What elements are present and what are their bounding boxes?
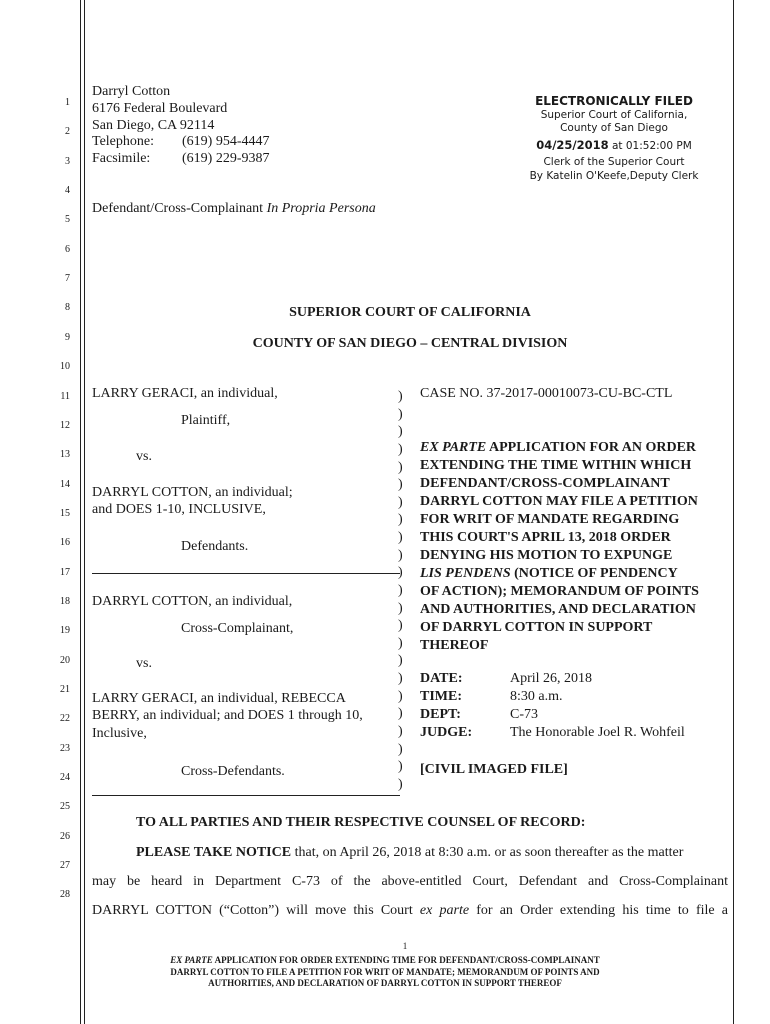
caption-parentheses: ) ) ) ) ) ) ) ) ) ) ) ) ) ) ) ) ) ) ) ) ) ) ) [398,389,403,792]
court-name: SUPERIOR COURT OF CALIFORNIA [289,305,531,320]
case-number: CASE NO. 37-2017-00010073-CU-BC-CTL [420,386,673,401]
caption-divider-2 [92,795,400,796]
line-number: 14 [60,478,70,490]
vs-1: vs. [136,449,152,464]
stamp-court: Superior Court of California, [540,109,688,121]
cross-complainant: DARRYL COTTON, an individual, [92,594,293,609]
body-line-1: PLEASE TAKE NOTICE that, on April 26, 2018 at 8:30 a.m. or as soon thereafter as the matter [136,845,684,860]
line-number: 10 [60,361,70,373]
line-number: 25 [60,801,70,813]
attorney-fax: Facsimile: (619) 229-9387 [92,151,270,167]
cross-defendants-role: Cross-Defendants. [181,764,285,779]
court-division: COUNTY OF SAN DIEGO – CENTRAL DIVISION [252,336,568,351]
caption-divider-1 [92,573,400,574]
line-number: 24 [60,772,70,784]
attorney-address-2: San Diego, CA 92114 [92,117,215,133]
stamp-clerk: Clerk of the Superior Court [543,156,685,169]
body-line-2: may be heard in Department C-73 of the above-entitled Court, Defendant and Cross-Complainant [92,874,728,889]
hearing-judge-label: JUDGE: [420,725,473,740]
hearing-date: April 26, 2018 [510,671,593,686]
line-number: 1 [65,97,70,108]
attorney-phone: Telephone: (619) 954-4447 [92,134,270,150]
line-number: 9 [65,331,70,343]
line-number: 13 [60,449,70,461]
left-margin-rule-inner [84,0,85,1024]
stamp-title: ELECTRONICALLY FILED [535,94,693,108]
line-number: 23 [60,742,70,754]
line-number: 12 [60,419,70,431]
left-margin-rule-outer [80,0,81,1024]
hearing-dept: C-73 [510,707,538,722]
footer-caption: EX PARTE APPLICATION FOR ORDER EXTENDING TIME FOR DEFENDANT/CROSS-COMPLAINANT DARRYL COTTON TO FILE A PETITION FOR WRIT OF MANDATE; MEMORANDUM OF POINTS AND AUTHORITIES, AND DECLARATION OF DARRYL COTTON IN SUPPORT THEREOF [170,955,600,989]
line-number: 28 [60,889,70,901]
body-line-3: DARRYL COTTON (“Cotton”) will move this Court ex parte for an Order extending his time to file a [92,903,728,918]
line-number: 11 [60,390,70,402]
page-number: 1 [402,941,408,951]
cross-defendant-3: Inclusive, [92,726,147,741]
plaintiff-role: Plaintiff, [181,413,231,428]
line-number: 22 [60,713,70,725]
defendant-1: DARRYL COTTON, an individual; [92,485,293,500]
cross-defendant-2: BERRY, an individual; and DOES 1 through 10, [92,708,363,723]
line-number: 16 [60,537,70,549]
line-number: 5 [65,214,70,226]
line-number: 17 [60,566,70,578]
line-number: 26 [60,830,70,842]
attorney-role: Defendant/Cross-Complainant In Propria Persona [92,201,376,216]
attorney-name: Darryl Cotton [92,84,171,99]
line-number: 4 [65,185,70,197]
vs-2: vs. [136,656,152,671]
line-number: 20 [60,654,70,666]
hearing-time-label: TIME: [420,689,462,704]
hearing-judge: The Honorable Joel R. Wohfeil [510,725,685,740]
document-title: EX PARTE APPLICATION FOR AN ORDER EXTENDING THE TIME WITHIN WHICH DEFENDANT/CROSS-COMPLAINANT DARRYL COTTON MAY FILE A PETITION FOR WRIT OF MANDATE REGARDING THIS COURT'S APRIL 13, 2018 ORDER DENYING HIS MOTION TO EXPUNGE LIS PENDENS (NOTICE OF PENDENCY OF ACTION); MEMORANDUM OF POINTS AND AUTHORITIES, AND DECLARATION OF DARRYL COTTON IN SUPPORT THEREOF [420,440,699,653]
cross-complainant-role: Cross-Complainant, [181,621,294,636]
line-number: 8 [65,302,70,314]
imaged-file-label: [CIVIL IMAGED FILE] [420,762,568,777]
stamp-datetime: 04/25/2018 at 01:52:00 PM [536,138,692,153]
hearing-date-label: DATE: [420,671,463,686]
right-margin-rule [733,0,734,1024]
hearing-dept-label: DEPT: [420,707,461,722]
body-heading: TO ALL PARTIES AND THEIR RESPECTIVE COUNSEL OF RECORD: [136,815,586,830]
filing-stamp [500,94,728,183]
stamp-county: County of San Diego [560,122,668,135]
line-number: 6 [65,243,70,255]
attorney-block [92,84,270,168]
line-number: 2 [65,126,70,138]
defendants-role: Defendants. [181,539,249,554]
defendant-2: and DOES 1-10, INCLUSIVE, [92,502,266,517]
line-number: 18 [60,595,70,607]
line-number: 15 [60,507,70,519]
line-number: 19 [60,625,70,637]
stamp-by: By Katelin O'Keefe,Deputy Clerk [529,169,699,182]
cross-defendant-1: LARRY GERACI, an individual, REBECCA [92,691,346,706]
plaintiff: LARRY GERACI, an individual, [92,386,278,401]
line-number: 21 [60,684,70,695]
attorney-address-1: 6176 Federal Boulevard [92,100,228,116]
line-number: 3 [65,155,70,167]
hearing-time: 8:30 a.m. [510,689,563,704]
line-number: 27 [60,860,70,872]
line-number: 7 [65,273,70,285]
